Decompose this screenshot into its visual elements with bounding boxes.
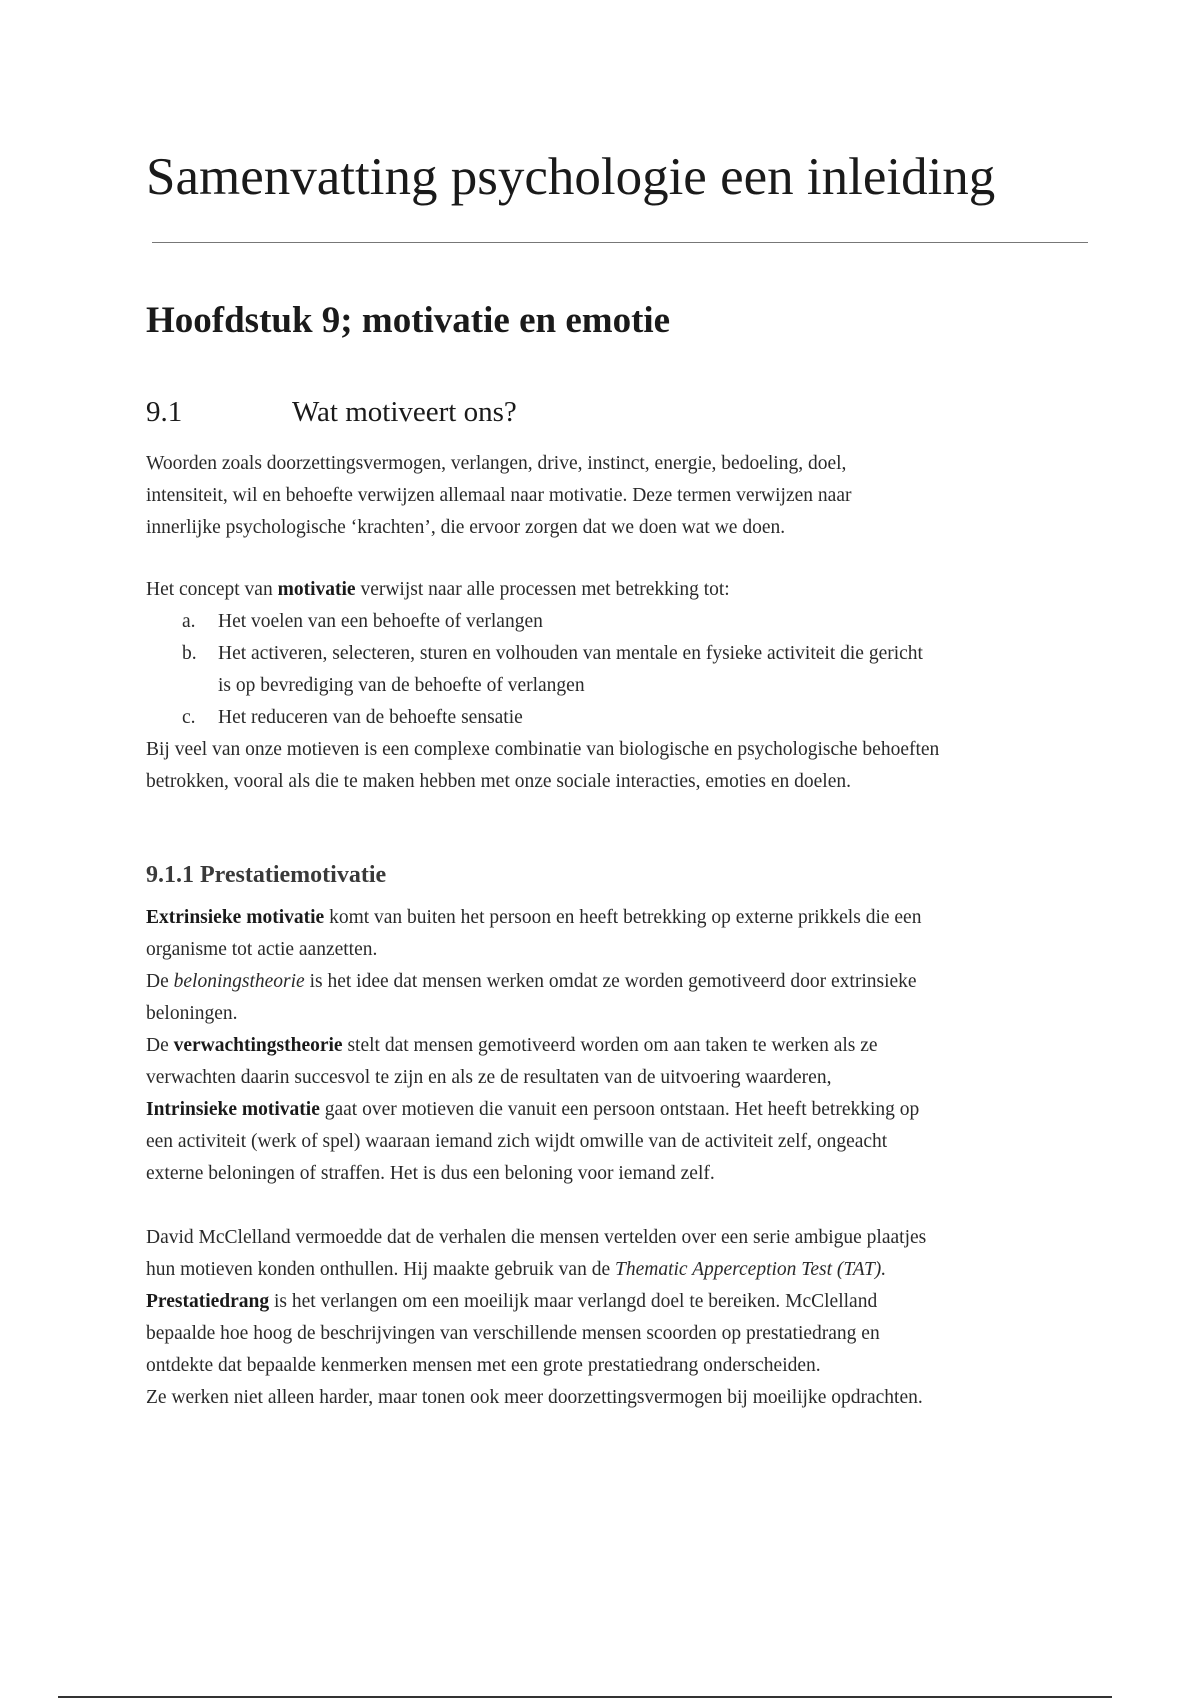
list-marker: a. (182, 611, 196, 632)
mcclelland-line: bepaalde hoe hoog de beschrijvingen van verschillende mensen scoorden op prestatiedrang en (146, 1323, 880, 1344)
intro-line: innerlijke psychologische ‘krachten’, die ervoor zorgen dat we doen wat we doen. (146, 517, 786, 538)
extrinsic-text: komt van buiten het persoon en heeft betrekking op externe prikkels die een (324, 907, 922, 928)
intrinsic-line: een activiteit (werk of spel) waaraan iemand zich wijdt omwille van de activiteit zelf, ongeacht (146, 1131, 888, 1152)
section-title: Wat motiveert ons? (292, 396, 517, 428)
section-number: 9.1 (146, 396, 183, 428)
document-title: Samenvatting psychologie een inleiding (146, 148, 996, 206)
reward-text: is het idee dat mensen werken omdat ze worden gemotiveerd door extrinsieke (304, 971, 917, 992)
reward-pre: De (146, 971, 174, 992)
list-marker: b. (182, 643, 197, 664)
tat-term: Thematic Apperception Test (TAT). (614, 1259, 887, 1280)
concept-line (146, 574, 1096, 606)
mcclelland-line: ontdekte dat bepaalde kenmerken mensen met een grote prestatiedrang onderscheiden. (146, 1355, 821, 1376)
mcclelland-text: is het verlangen om een moeilijk maar verlangd doel te bereiken. McClelland (269, 1291, 878, 1312)
extrinsic-line (146, 902, 1096, 934)
chapter-heading: Hoofdstuk 9; motivatie en emotie (146, 300, 671, 341)
list-item (146, 702, 1096, 734)
intrinsic-text: gaat over motieven die vanuit een persoon ontstaan. Het heeft betrekking op (319, 1099, 920, 1120)
title-divider (152, 242, 1088, 243)
mcclelland-line (146, 1254, 1096, 1286)
motivation-paragraph (146, 902, 1096, 1190)
intro-paragraph (146, 448, 1096, 544)
mcclelland-line: David McClelland vermoedde dat de verhalen die mensen vertelden over een serie ambigue plaatjes (146, 1227, 927, 1248)
intrinsic-line: externe beloningen of straffen. Het is dus een beloning voor iemand zelf. (146, 1163, 715, 1184)
expectancy-line (146, 1030, 1096, 1062)
subsection-heading: 9.1.1 Prestatiemotivatie (146, 862, 387, 888)
reward-line: beloningen. (146, 1003, 238, 1024)
motives-line: betrokken, vooral als die te maken hebben met onze sociale interacties, emoties en doelen. (146, 771, 851, 792)
page-bottom-divider (58, 1696, 1112, 1698)
extrinsic-line: organisme tot actie aanzetten. (146, 939, 378, 960)
expectancy-term: verwachtingstheorie (173, 1035, 343, 1056)
concept-pre: Het concept van (146, 579, 278, 600)
list-marker: c. (182, 707, 196, 728)
mcclelland-text: hun motieven konden onthullen. Hij maakte gebruik van de (146, 1259, 615, 1280)
concept-paragraph (146, 574, 1096, 798)
drive-term: Prestatiedrang (146, 1291, 270, 1312)
list-item-text: is op bevrediging van de behoefte of verlangen (218, 675, 585, 696)
concept-term: motivatie (277, 579, 356, 600)
list-item-text: Het voelen van een behoefte of verlangen (218, 611, 543, 632)
extrinsic-term: Extrinsieke motivatie (146, 907, 325, 928)
mcclelland-line: Ze werken niet alleen harder, maar tonen ook meer doorzettingsvermogen bij moeilijke opdrachten. (146, 1387, 923, 1408)
expectancy-pre: De (146, 1035, 174, 1056)
motives-line: Bij veel van onze motieven is een complexe combinatie van biologische en psychologische behoeften (146, 739, 940, 760)
list-item-text: Het reduceren van de behoefte sensatie (218, 707, 523, 728)
intrinsic-term: Intrinsieke motivatie (146, 1099, 320, 1120)
intrinsic-line (146, 1094, 1096, 1126)
mcclelland-line (146, 1286, 1096, 1318)
reward-term: beloningstheorie (173, 971, 305, 992)
process-list (146, 606, 1096, 734)
list-item (146, 606, 1096, 638)
concept-post: verwijst naar alle processen met betrekking tot: (355, 579, 730, 600)
intro-line: Woorden zoals doorzettingsvermogen, verlangen, drive, instinct, energie, bedoeling, doel, (146, 453, 847, 474)
mcclelland-paragraph (146, 1222, 1096, 1414)
list-item (146, 638, 1096, 702)
section-heading (146, 392, 517, 432)
expectancy-text: stelt dat mensen gemotiveerd worden om aan taken te werken als ze (342, 1035, 878, 1056)
intro-line: intensiteit, wil en behoefte verwijzen allemaal naar motivatie. Deze termen verwijzen naar (146, 485, 852, 506)
reward-line (146, 966, 1096, 998)
expectancy-line: verwachten daarin succesvol te zijn en als ze de resultaten van de uitvoering waarderen, (146, 1067, 832, 1088)
list-item-text: Het activeren, selecteren, sturen en volhouden van mentale en fysieke activiteit die gericht (218, 643, 923, 664)
